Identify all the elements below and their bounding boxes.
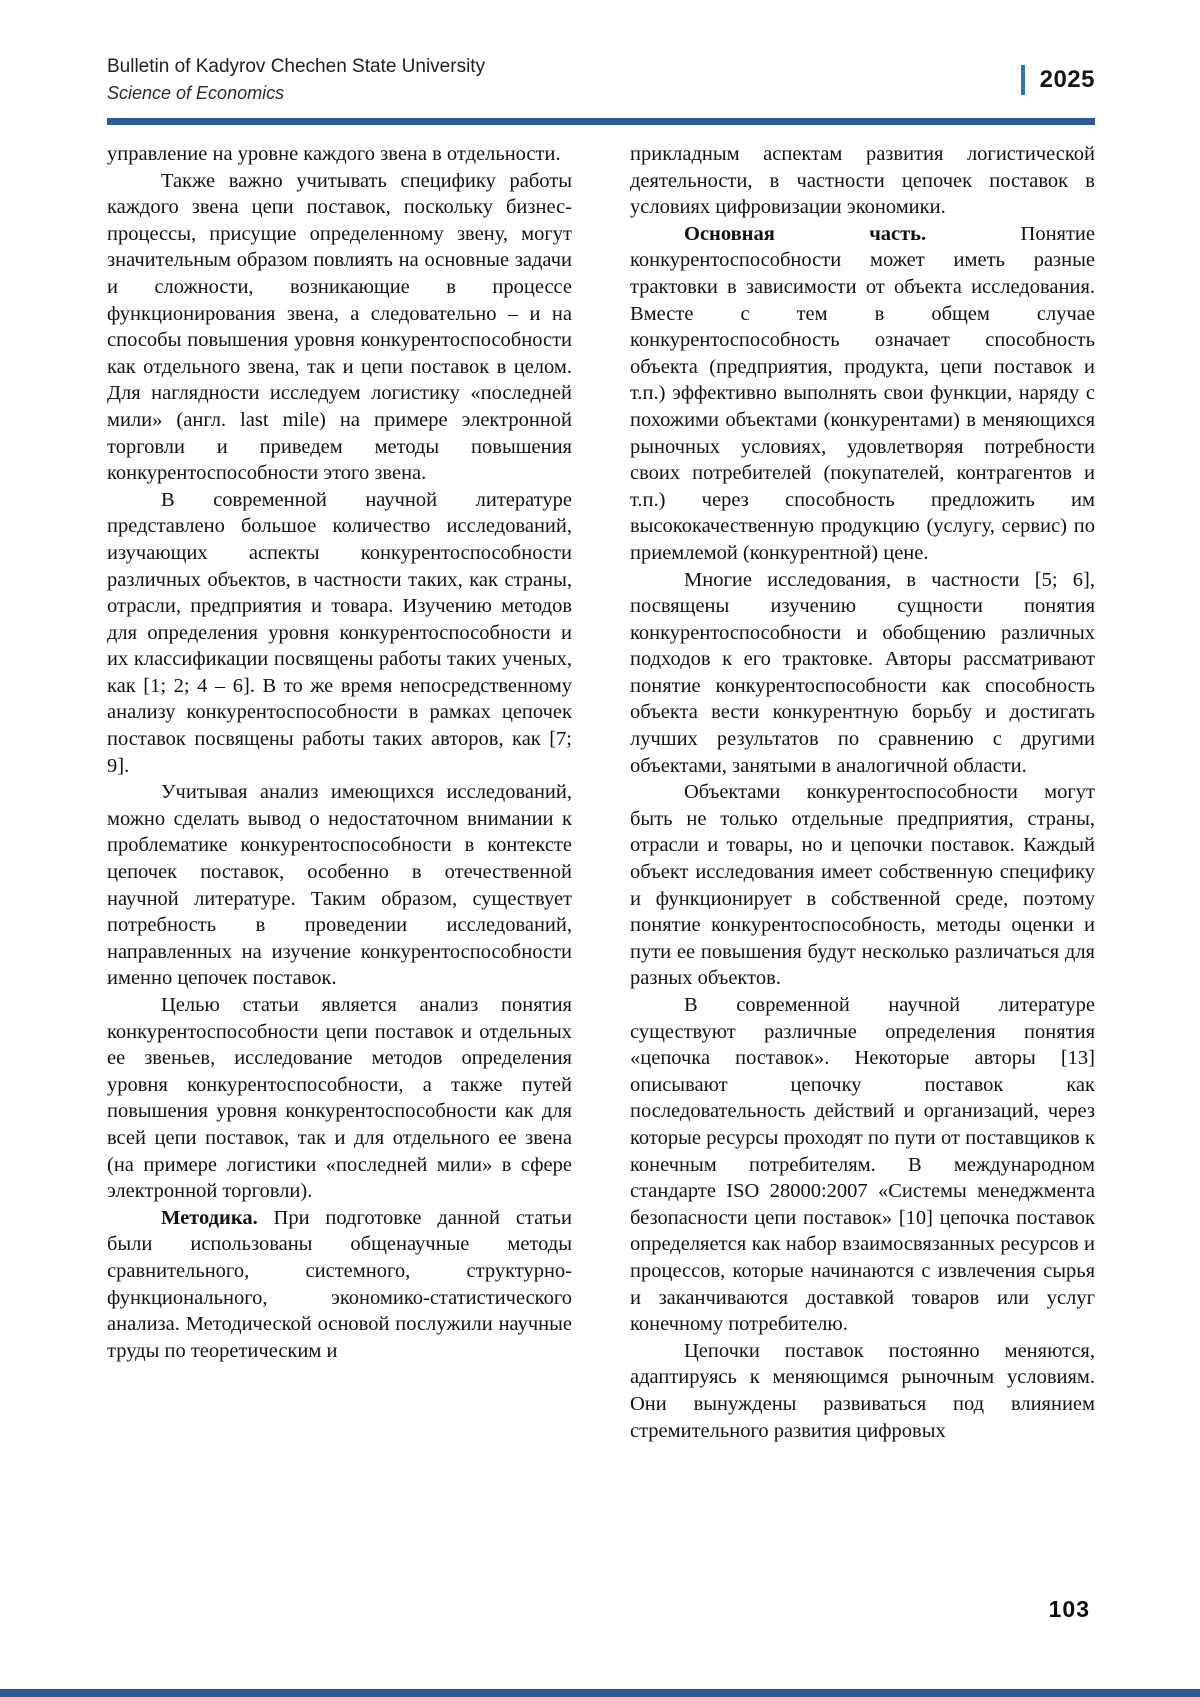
right-column: [630, 141, 1095, 1444]
publication-year: 2025: [1039, 65, 1095, 93]
paragraph: управление на уровне каждого звена в отдельности.: [107, 143, 561, 165]
left-column: [107, 141, 572, 1444]
journal-identity: [107, 55, 485, 104]
paragraph: Основная часть. Понятие конкурентоспособности может иметь разные трактовки в зависимости от объекта исследования. Вместе с тем в общем случае конкурентоспособность означает способность объекта (предприятия, продукта, цепи поставок и т.п.) эффективно выполнять свои функции, наряду с похожими объектами (конкурентами) в меняющихся рыночных условиях, удовлетворяя потребности своих потребителей (покупателей, контрагентов и т.п.) через способность предложить им высококачественную продукцию (услугу, сервис) по приемлемой (конкурентной) цене.: [630, 222, 1095, 564]
paragraph: В современной научной литературе представлено большое количество исследований, изучающих аспекты конкурентоспособности различных объектов, в частности таких, как страны, отрасли, предприятия и товара. Изучению методов для определения уровня конкурентоспособности и их классификации посвящены работы таких ученых, как [1; 2; 4 – 6]. В то же время непосредственному анализу конкурентоспособности в рамках цепочек поставок посвящены работы таких авторов, как [7; 9].: [107, 488, 572, 777]
journal-subtitle: Science of Economics: [107, 82, 285, 103]
paragraph: Цепочки поставок постоянно меняются, адаптируясь к меняющимся рыночным условиям. Они вынуждены развиваться под влиянием стремительного развития цифровых: [630, 1339, 1095, 1442]
year-divider-bar: [1021, 65, 1025, 95]
year-block: [1021, 65, 1095, 95]
section-heading: Методика.: [161, 1206, 274, 1229]
paragraph: Методика. При подготовке данной статьи были использованы общенаучные методы сравнительного, системного, структурно-функционального, экономико-статистического анализа. Методической основой послужили научные труды по теоретическим и: [107, 1206, 572, 1362]
footer-rule: [0, 1689, 1200, 1697]
paragraph: Многие исследования, в частности [5; 6], посвящены изучению сущности понятия конкурентоспособности и обобщению различных подходов к его трактовке. Авторы рассматривают понятие конкурентоспособности как способность объекта вести конкурентную борьбу и достигать лучших результатов по сравнению с другими объектами, занятыми в аналогичной области.: [630, 568, 1095, 777]
paragraph: Целью статьи является анализ понятия конкурентоспособности цепи поставок и отдельных ее звеньев, исследование методов определения уровня конкурентоспособности, а также путей повышения уровня конкурентоспособности как для всей цепи поставок, так и для отдельного ее звена (на примере логистики «последней мили» в сфере электронной торговли).: [107, 994, 572, 1203]
section-heading: Основная часть.: [684, 222, 1021, 245]
paragraph: Объектами конкурентоспособности могут быть не только отдельные предприятия, страны, отрасли и товары, но и цепочки поставок. Каждый объект исследования имеет собственную специфику и функционирует в собственной среде, поэтому понятие конкурентоспособность, методы оценки и пути ее повышения будут несколько различаться для разных объектов.: [630, 781, 1095, 990]
article-body: [107, 141, 1095, 1444]
page-number: 103: [1048, 1596, 1090, 1622]
paragraph: Учитывая анализ имеющихся исследований, можно сделать вывод о недостаточном внимании к проблематике конкурентоспособности в контексте цепочек поставок, особенно в отечественной научной литературе. Таким образом, существует потребность в проведении исследований, направленных на изучение конкурентоспособности именно цепочек поставок.: [107, 781, 572, 990]
paragraph: Также важно учитывать специфику работы каждого звена цепи поставок, поскольку бизнес-процессы, присущие определенному звену, могут значительным образом повлиять на основные задачи и сложности, возникающие в процессе функционирования звена, а следовательно – и на способы повышения уровня конкурентоспособности как отдельного звена, так и цепи поставок в целом. Для наглядности исследуем логистику «последней мили» (англ. last mile) на примере электронной торговли и приведем методы повышения конкурентоспособности этого звена.: [107, 169, 572, 485]
page-header: [107, 55, 1095, 104]
header-rule: [107, 118, 1095, 125]
paragraph: В современной научной литературе существуют различные определения понятия «цепочка поставок». Некоторые авторы [13] описывают цепочку поставок как последовательность действий и организаций, через которые ресурсы проходят по пути от поставщиков к конечным потребителям. В международном стандарте ISO 28000:2007 «Системы менеджмента безопасности цепи поставок» [10] цепочка поставок определяется как набор взаимосвязанных ресурсов и процессов, которые начинаются с извлечения сырья и заканчиваются доставкой товаров или услуг конечному потребителю.: [630, 994, 1095, 1336]
journal-title: Bulletin of Kadyrov Chechen State University: [107, 56, 486, 77]
paragraph: прикладным аспектам развития логистической деятельности, в частности цепочек поставок в условиях цифровизации экономики.: [630, 143, 1095, 219]
